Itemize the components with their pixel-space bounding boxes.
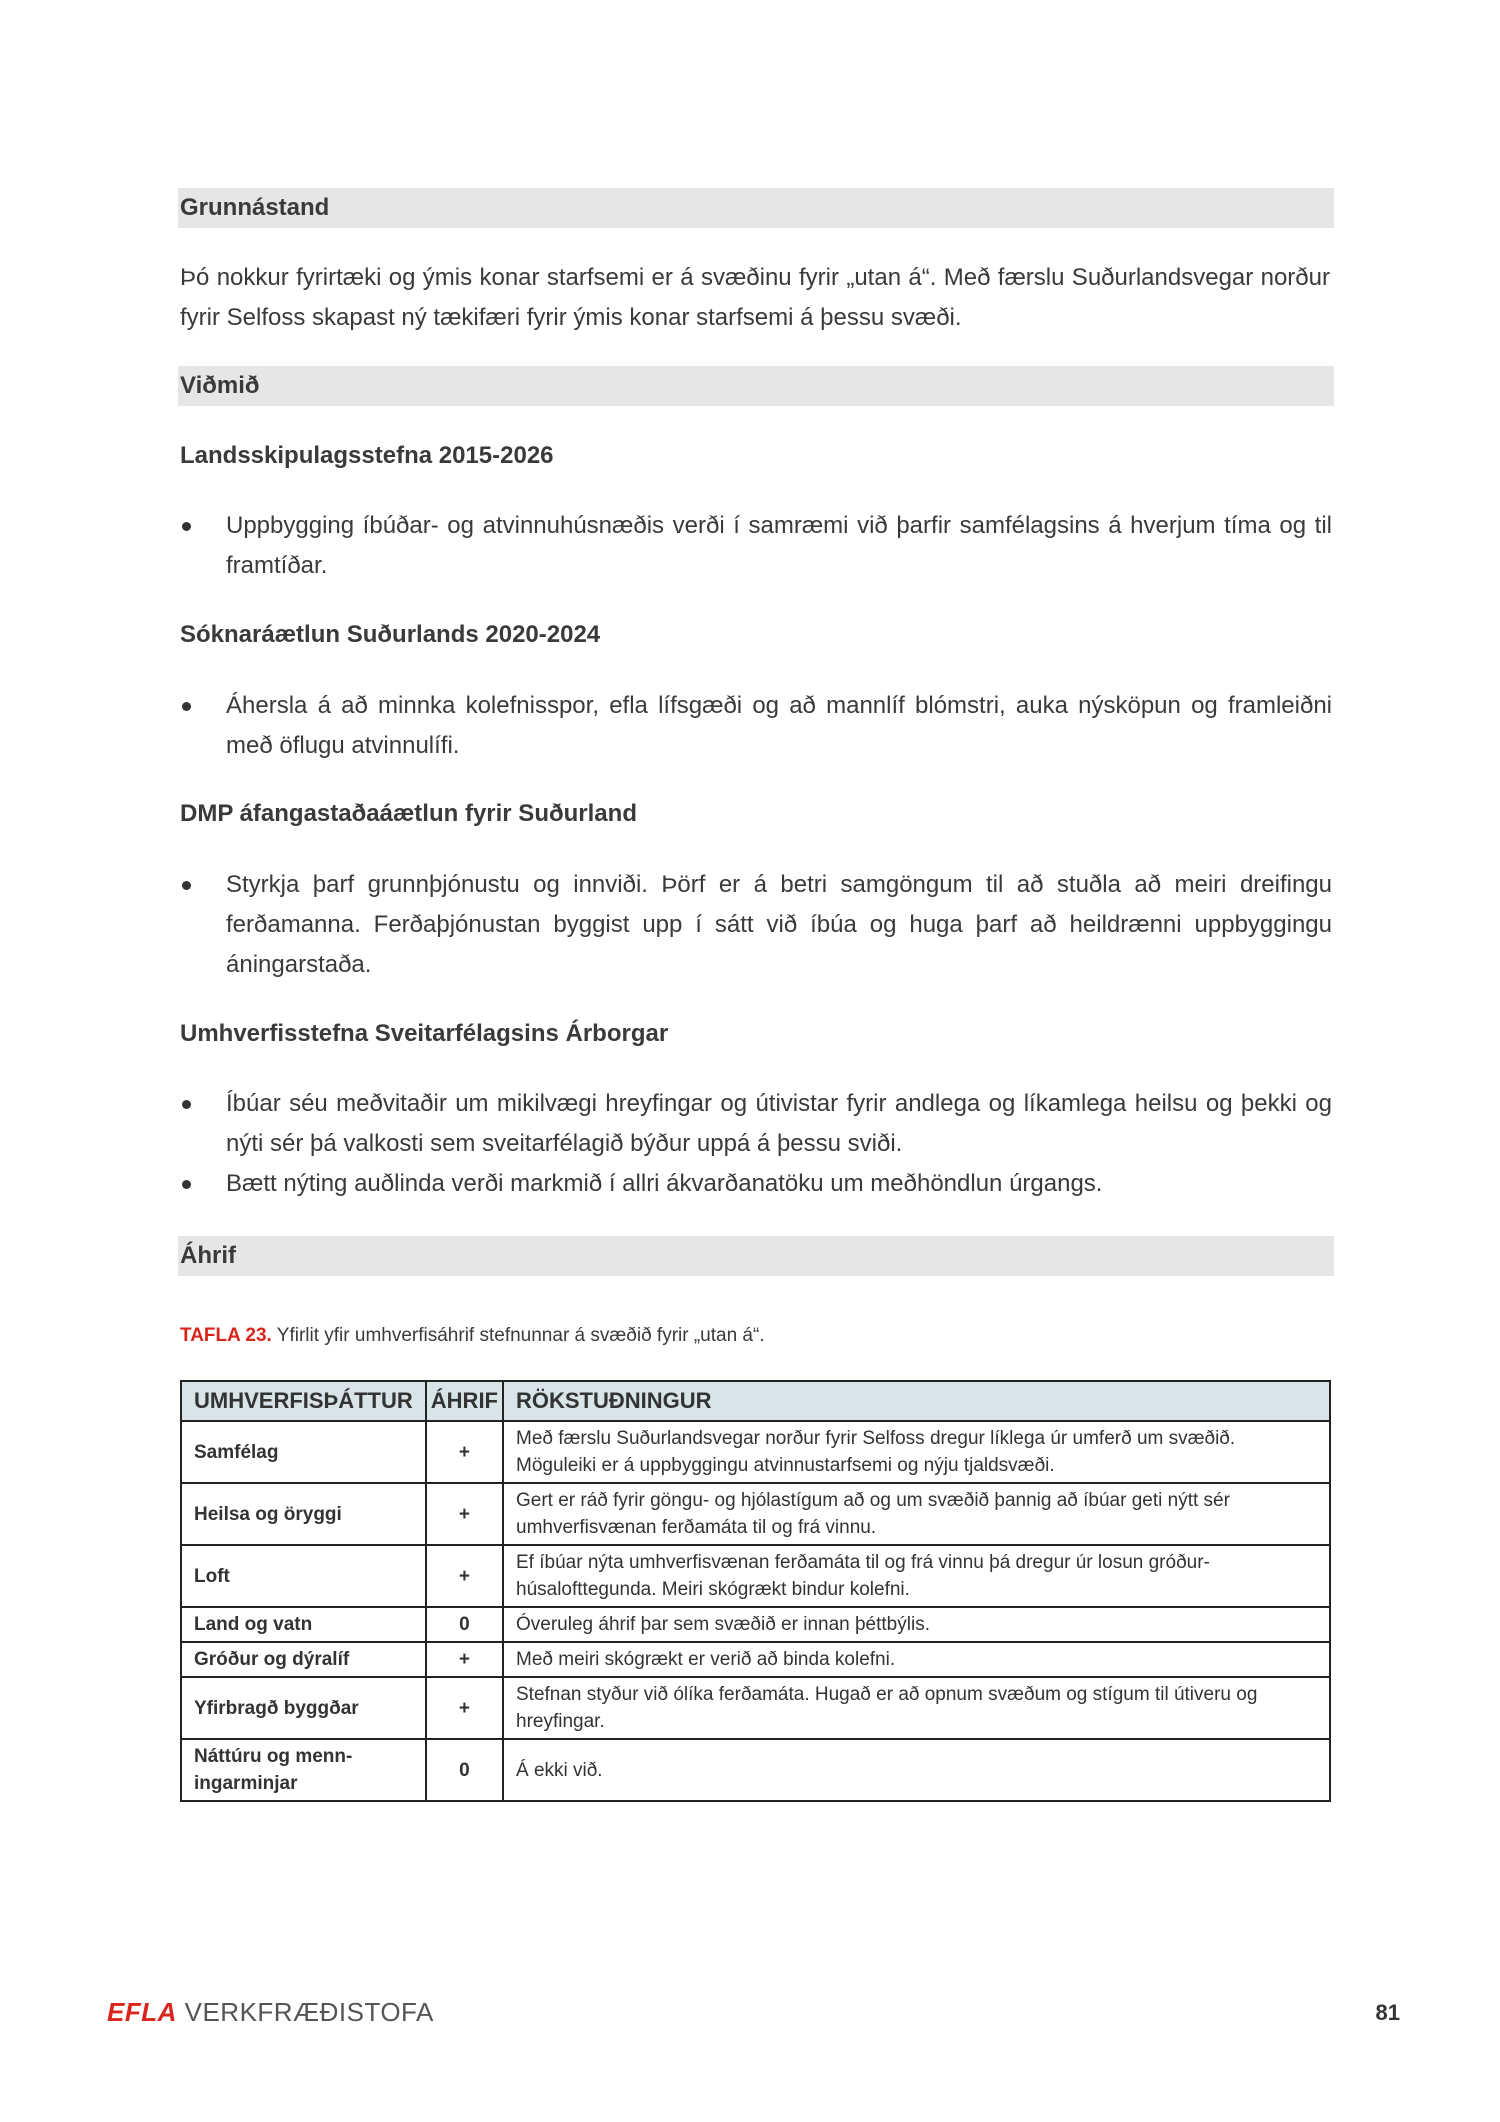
bullet-icon — [182, 1100, 191, 1109]
bullet-icon — [182, 522, 191, 531]
cell-reason: Óveruleg áhrif þar sem svæðið er innan þéttbýlis. — [503, 1607, 1330, 1642]
cell-effect: + — [426, 1642, 503, 1677]
table-row — [181, 1739, 1330, 1801]
cell-reason: Með meiri skógrækt er verið að binda kolefni. — [503, 1642, 1330, 1677]
bullet-icon — [182, 881, 191, 890]
list-item — [180, 865, 1332, 985]
table-row — [181, 1421, 1330, 1483]
section-heading-grunnastand: Grunnástand — [178, 188, 1334, 228]
column-header-reason: RÖKSTUÐNINGUR — [503, 1381, 1330, 1421]
cell-effect: + — [426, 1421, 503, 1483]
cell-effect: 0 — [426, 1607, 503, 1642]
list-item — [180, 1164, 1332, 1204]
bullet-list-dmp — [180, 865, 1332, 985]
cell-effect: 0 — [426, 1739, 503, 1801]
cell-reason: Með færslu Suðurlandsvegar norður fyrir Selfoss dregur líklega úr umferð um svæðið. Möguleiki er á uppbyggingu atvinnustarfsemi og nýju tjaldsvæði. — [503, 1421, 1330, 1483]
page-number: 81 — [1375, 2000, 1400, 2025]
bullet-icon — [182, 702, 191, 711]
section-heading-vidmid: Viðmið — [178, 366, 1334, 406]
cell-factor: Gróður og dýralíf — [181, 1642, 426, 1677]
section-heading-ahrif: Áhrif — [178, 1236, 1334, 1276]
table-row — [181, 1483, 1330, 1545]
bullet-list-soknaraaetlun — [180, 686, 1332, 766]
table-caption-label: TAFLA 23. — [180, 1325, 272, 1346]
cell-effect: + — [426, 1483, 503, 1545]
bullet-text: Bætt nýting auðlinda verði markmið í allri ákvarðanatöku um meðhöndlun úrgangs. — [226, 1170, 1103, 1197]
subheading-landsskipulagsstefna: Landsskipulagsstefna 2015-2026 — [180, 442, 554, 469]
cell-factor: Náttúru og menn-ingarminjar — [181, 1739, 426, 1801]
cell-reason: Gert er ráð fyrir göngu- og hjólastígum að og um svæðið þannig að íbúar geti nýtt sér umhverfisvænan ferðamáta til og frá vinnu. — [503, 1483, 1330, 1545]
logo-subtitle: VERKFRÆÐISTOFA — [176, 1997, 434, 2027]
bullet-text: Áhersla á að minnka kolefnisspor, efla lífsgæði og að mannlíf blómstri, auka nýsköpun og framleiðni með öflugu atvinnulífi. — [226, 692, 1332, 759]
table-row — [181, 1642, 1330, 1677]
cell-reason: Ef íbúar nýta umhverfisvænan ferðamáta til og frá vinnu þá dregur úr losun gróður-húsalofttegunda. Meiri skógrækt bindur kolefni. — [503, 1545, 1330, 1607]
cell-factor: Yfirbragð byggðar — [181, 1677, 426, 1739]
cell-factor: Samfélag — [181, 1421, 426, 1483]
table-row — [181, 1545, 1330, 1607]
cell-factor: Loft — [181, 1545, 426, 1607]
table-header-row — [181, 1381, 1330, 1421]
subheading-dmp: DMP áfangastaðaáætlun fyrir Suðurland — [180, 800, 637, 827]
bullet-text: Styrkja þarf grunnþjónustu og innviði. Þörf er á betri samgöngum til að stuðla að meiri dreifingu ferðamanna. Ferðaþjónustan byggist upp í sátt við íbúa og huga þarf að heildrænni uppbyggingu áningarstaða. — [226, 871, 1332, 978]
cell-reason: Stefnan styður við ólíka ferðamáta. Hugað er að opnum svæðum og stígum til útiveru og hreyfingar. — [503, 1677, 1330, 1739]
list-item — [180, 506, 1332, 586]
table-caption-text: Yfirlit yfir umhverfisáhrif stefnunnar á svæðið fyrir „utan á“. — [271, 1325, 765, 1346]
bullet-icon — [182, 1180, 191, 1189]
column-header-effect: ÁHRIF — [426, 1381, 503, 1421]
grunnastand-paragraph: Þó nokkur fyrirtæki og ýmis konar starfsemi er á svæðinu fyrir „utan á“. Með færslu Suðurlandsvegar norður fyrir Selfoss skapast ný tækifæri fyrir ýmis konar starfsemi á þessu svæði. — [180, 264, 1330, 331]
bullet-list-landsskipulagsstefna — [180, 506, 1332, 586]
efla-logo — [107, 1996, 434, 2028]
bullet-text: Íbúar séu meðvitaðir um mikilvægi hreyfingar og útivistar fyrir andlega og líkamlega heilsu og þekki og nýti sér þá valkosti sem sveitarfélagið býður uppá á þessu sviði. — [226, 1090, 1332, 1157]
cell-factor: Land og vatn — [181, 1607, 426, 1642]
table-caption — [180, 1322, 765, 1350]
impact-table — [180, 1380, 1331, 1802]
list-item — [180, 1084, 1332, 1164]
table-row — [181, 1677, 1330, 1739]
cell-effect: + — [426, 1677, 503, 1739]
cell-factor: Heilsa og öryggi — [181, 1483, 426, 1545]
cell-reason: Á ekki við. — [503, 1739, 1330, 1801]
subheading-umhverfisstefna: Umhverfisstefna Sveitarfélagsins Árborgar — [180, 1020, 669, 1047]
list-item — [180, 686, 1332, 766]
subheading-soknaraaetlun: Sóknaráætlun Suðurlands 2020-2024 — [180, 621, 601, 648]
bullet-text: Uppbygging íbúðar- og atvinnuhúsnæðis verði í samræmi við þarfir samfélagsins á hverjum tíma og til framtíðar. — [226, 512, 1332, 579]
cell-effect: + — [426, 1545, 503, 1607]
column-header-factor: UMHVERFISÞÁTTUR — [181, 1381, 426, 1421]
logo-brand: EFLA — [107, 1997, 177, 2027]
table-row — [181, 1607, 1330, 1642]
bullet-list-umhverfisstefna — [180, 1084, 1332, 1204]
